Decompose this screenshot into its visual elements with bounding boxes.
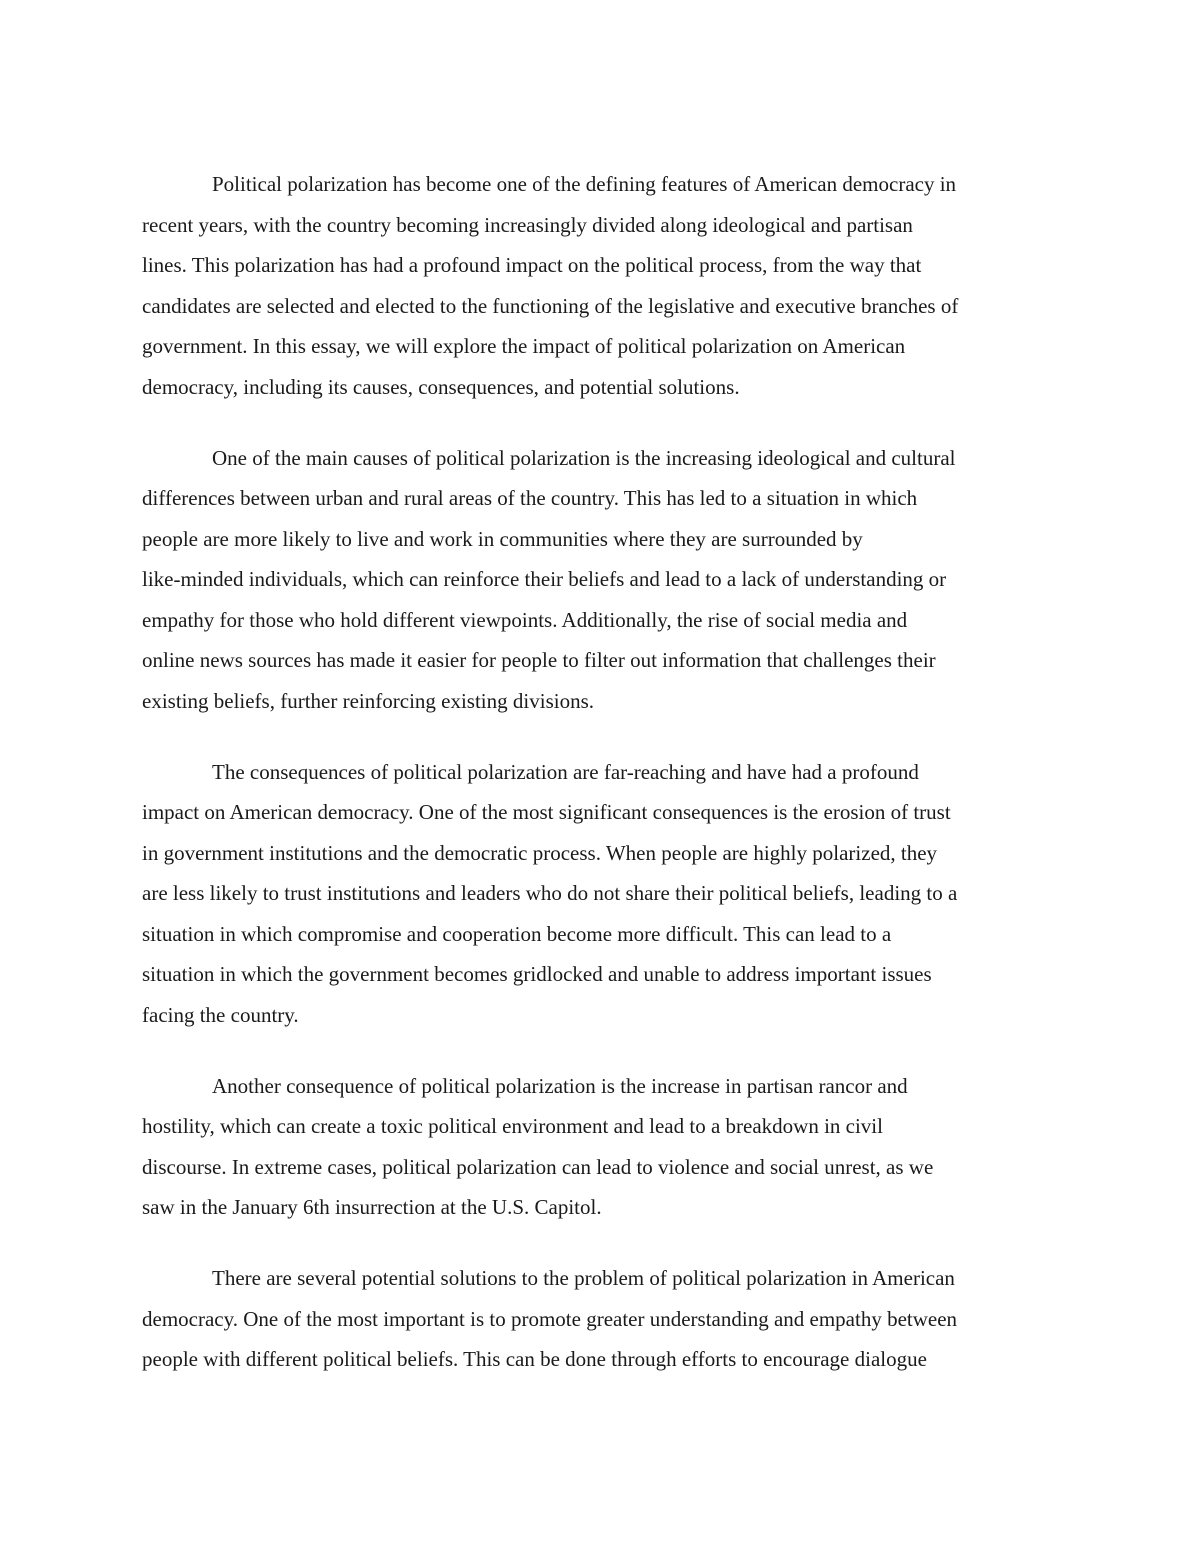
text-line: recent years, with the country becoming increasingly divided along ideological and partisan xyxy=(142,212,913,237)
text-line: differences between urban and rural areas of the country. This has led to a situation in which xyxy=(142,486,918,510)
text-line: saw in the January 6th insurrection at the U.S. Capitol. xyxy=(142,1195,602,1219)
paragraph-spacer xyxy=(142,1035,1062,1066)
text-line: situation in which the government becomes gridlocked and unable to address important issues xyxy=(142,962,932,986)
text-line: One of the main causes of political polarization is the increasing ideological and cultural xyxy=(212,445,956,470)
text-line: Political polarization has become one of the defining features of American democracy in xyxy=(212,172,957,196)
text-line: in government institutions and the democratic process. When people are highly polarized, they xyxy=(142,840,938,865)
text-line: The consequences of political polarization are far-reaching and have had a profound xyxy=(212,759,919,784)
paragraph-causes xyxy=(142,438,1062,722)
text-line: democracy, including its causes, consequences, and potential solutions. xyxy=(142,374,740,399)
text-line: people with different political beliefs. This can be done through efforts to encourage dialogue xyxy=(142,1347,927,1371)
text-line: democracy. One of the most important is to promote greater understanding and empathy between xyxy=(142,1306,958,1331)
text-line: online news sources has made it easier for people to filter out information that challenges their xyxy=(142,648,936,672)
text-line: like-minded individuals, which can reinforce their beliefs and lead to a lack of understanding or xyxy=(142,567,947,591)
paragraph-consequences xyxy=(142,752,1062,1036)
text-line: empathy for those who hold different viewpoints. Additionally, the rise of social media and xyxy=(142,607,908,632)
text-line: existing beliefs, further reinforcing existing divisions. xyxy=(142,688,594,713)
text-line: hostility, which can create a toxic political environment and lead to a breakdown in civil xyxy=(142,1114,883,1138)
paragraph-spacer xyxy=(142,721,1062,752)
text-line: candidates are selected and elected to the functioning of the legislative and executive branches of xyxy=(142,293,959,318)
text-line: Another consequence of political polarization is the increase in partisan rancor and xyxy=(212,1073,908,1098)
text-line: situation in which compromise and cooperation become more difficult. This can lead to a xyxy=(142,921,892,946)
text-line: impact on American democracy. One of the most significant consequences is the erosion of trust xyxy=(142,800,951,824)
text-line: people are more likely to live and work in communities where they are surrounded by xyxy=(142,526,863,551)
text-line: facing the country. xyxy=(142,1002,299,1027)
text-line: There are several potential solutions to the problem of political polarization in American xyxy=(212,1266,955,1290)
paragraph-spacer xyxy=(142,1228,1062,1259)
text-line: government. In this essay, we will explore the impact of political polarization on American xyxy=(142,334,906,358)
text-line: lines. This polarization has had a profound impact on the political process, from the way that xyxy=(142,253,922,277)
paragraph-another-consequence xyxy=(142,1066,1062,1228)
text-line: discourse. In extreme cases, political polarization can lead to violence and social unrest, as we xyxy=(142,1154,934,1179)
essay-body xyxy=(142,164,1062,1380)
paragraph-spacer xyxy=(142,407,1062,438)
text-line: are less likely to trust institutions and leaders who do not share their political beliefs, leading to a xyxy=(142,881,958,905)
paragraph-solutions xyxy=(142,1258,1062,1380)
paragraph-intro xyxy=(142,164,1062,407)
